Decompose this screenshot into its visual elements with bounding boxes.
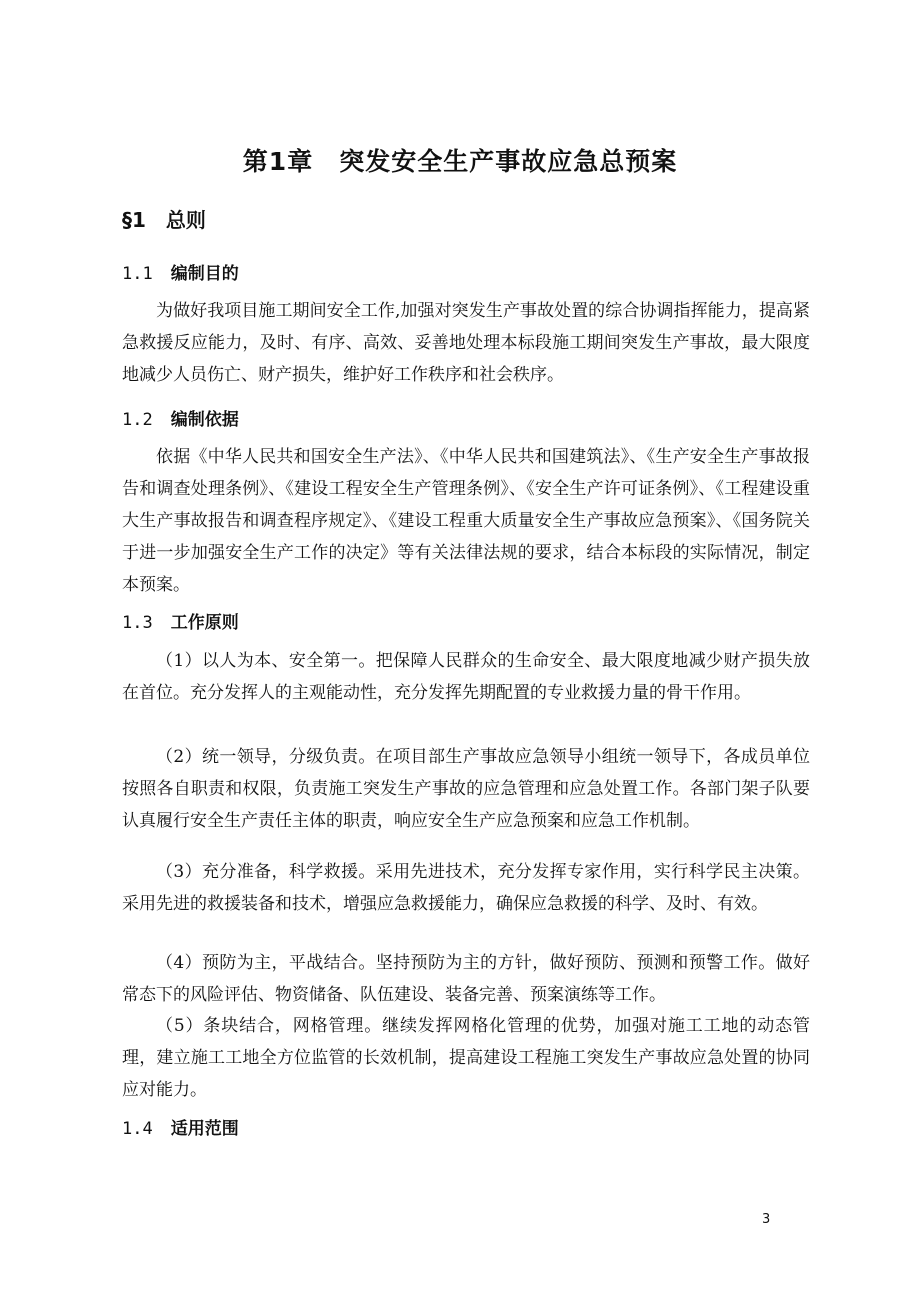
subsection-heading-1-3: [122, 608, 239, 633]
subsection-title: 工作原则: [170, 613, 239, 633]
paragraph: 为做好我项目施工期间安全工作,加强对突发生产事故处置的综合协调指挥能力，提高紧急救援反应能力，及时、有序、高效、妥善地处理本标段施工期间突发生产事故，最大限度地减少人员伤亡、财产损失，维护好工作秩序和社会秩序。: [122, 301, 810, 385]
subsection-heading-1-2: [122, 405, 239, 430]
paragraph: （2）统一领导，分级负责。在项目部生产事故应急领导小组统一领导下，各成员单位按照各自职责和权限，负责施工突发生产事故的应急管理和应急处置工作。各部门架子队要认真履行安全生产责任主体的职责，响应安全生产应急预案和应急工作机制。: [122, 747, 810, 831]
chapter-title: 第1章 突发安全生产事故应急总预案: [242, 147, 678, 176]
paragraph: （5）条块结合，网格管理。继续发挥网格化管理的优势，加强对施工工地的动态管理，建立施工工地全方位监管的长效机制，提高建设工程施工突发生产事故应急处置的协同应对能力。: [122, 1016, 810, 1100]
subsection-title: 编制目的: [170, 264, 239, 284]
subsection-number: 1.1: [122, 264, 153, 284]
subsection-number: 1.2: [122, 410, 153, 430]
subsection-number: 1.3: [122, 613, 153, 633]
subsection-title: 适用范围: [170, 1119, 239, 1139]
subsection-title: 编制依据: [170, 410, 239, 430]
section-title: §1 总则: [122, 208, 206, 232]
paragraph: （4）预防为主，平战结合。坚持预防为主的方针，做好预防、预测和预警工作。做好常态下的风险评估、物资储备、队伍建设、装备完善、预案演练等工作。: [122, 953, 810, 1005]
page-number: 3: [762, 1212, 771, 1227]
subsection-heading-1-4: [122, 1114, 239, 1139]
paragraph: （3）充分准备，科学救援。采用先进技术，充分发挥专家作用，实行科学民主决策。采用先进的救援装备和技术，增强应急救援能力，确保应急救援的科学、及时、有效。: [122, 862, 810, 914]
paragraph: （1）以人为本、安全第一。把保障人民群众的生命安全、最大限度地减少财产损失放在首位。充分发挥人的主观能动性，充分发挥先期配置的专业救援力量的骨干作用。: [122, 651, 810, 703]
paragraph: 依据《中华人民共和国安全生产法》、《中华人民共和国建筑法》、《生产安全生产事故报告和调查处理条例》、《建设工程安全生产管理条例》、《安全生产许可证条例》、《工程建设重大生产事故报告和调查程序规定》、《建设工程重大质量安全生产事故应急预案》、《国务院关于进一步加强安全生产工作的决定》等有关法律法规的要求，结合本标段的实际情况，制定本预案。: [122, 447, 810, 595]
subsection-heading-1-1: [122, 259, 239, 284]
subsection-number: 1.4: [122, 1119, 153, 1139]
